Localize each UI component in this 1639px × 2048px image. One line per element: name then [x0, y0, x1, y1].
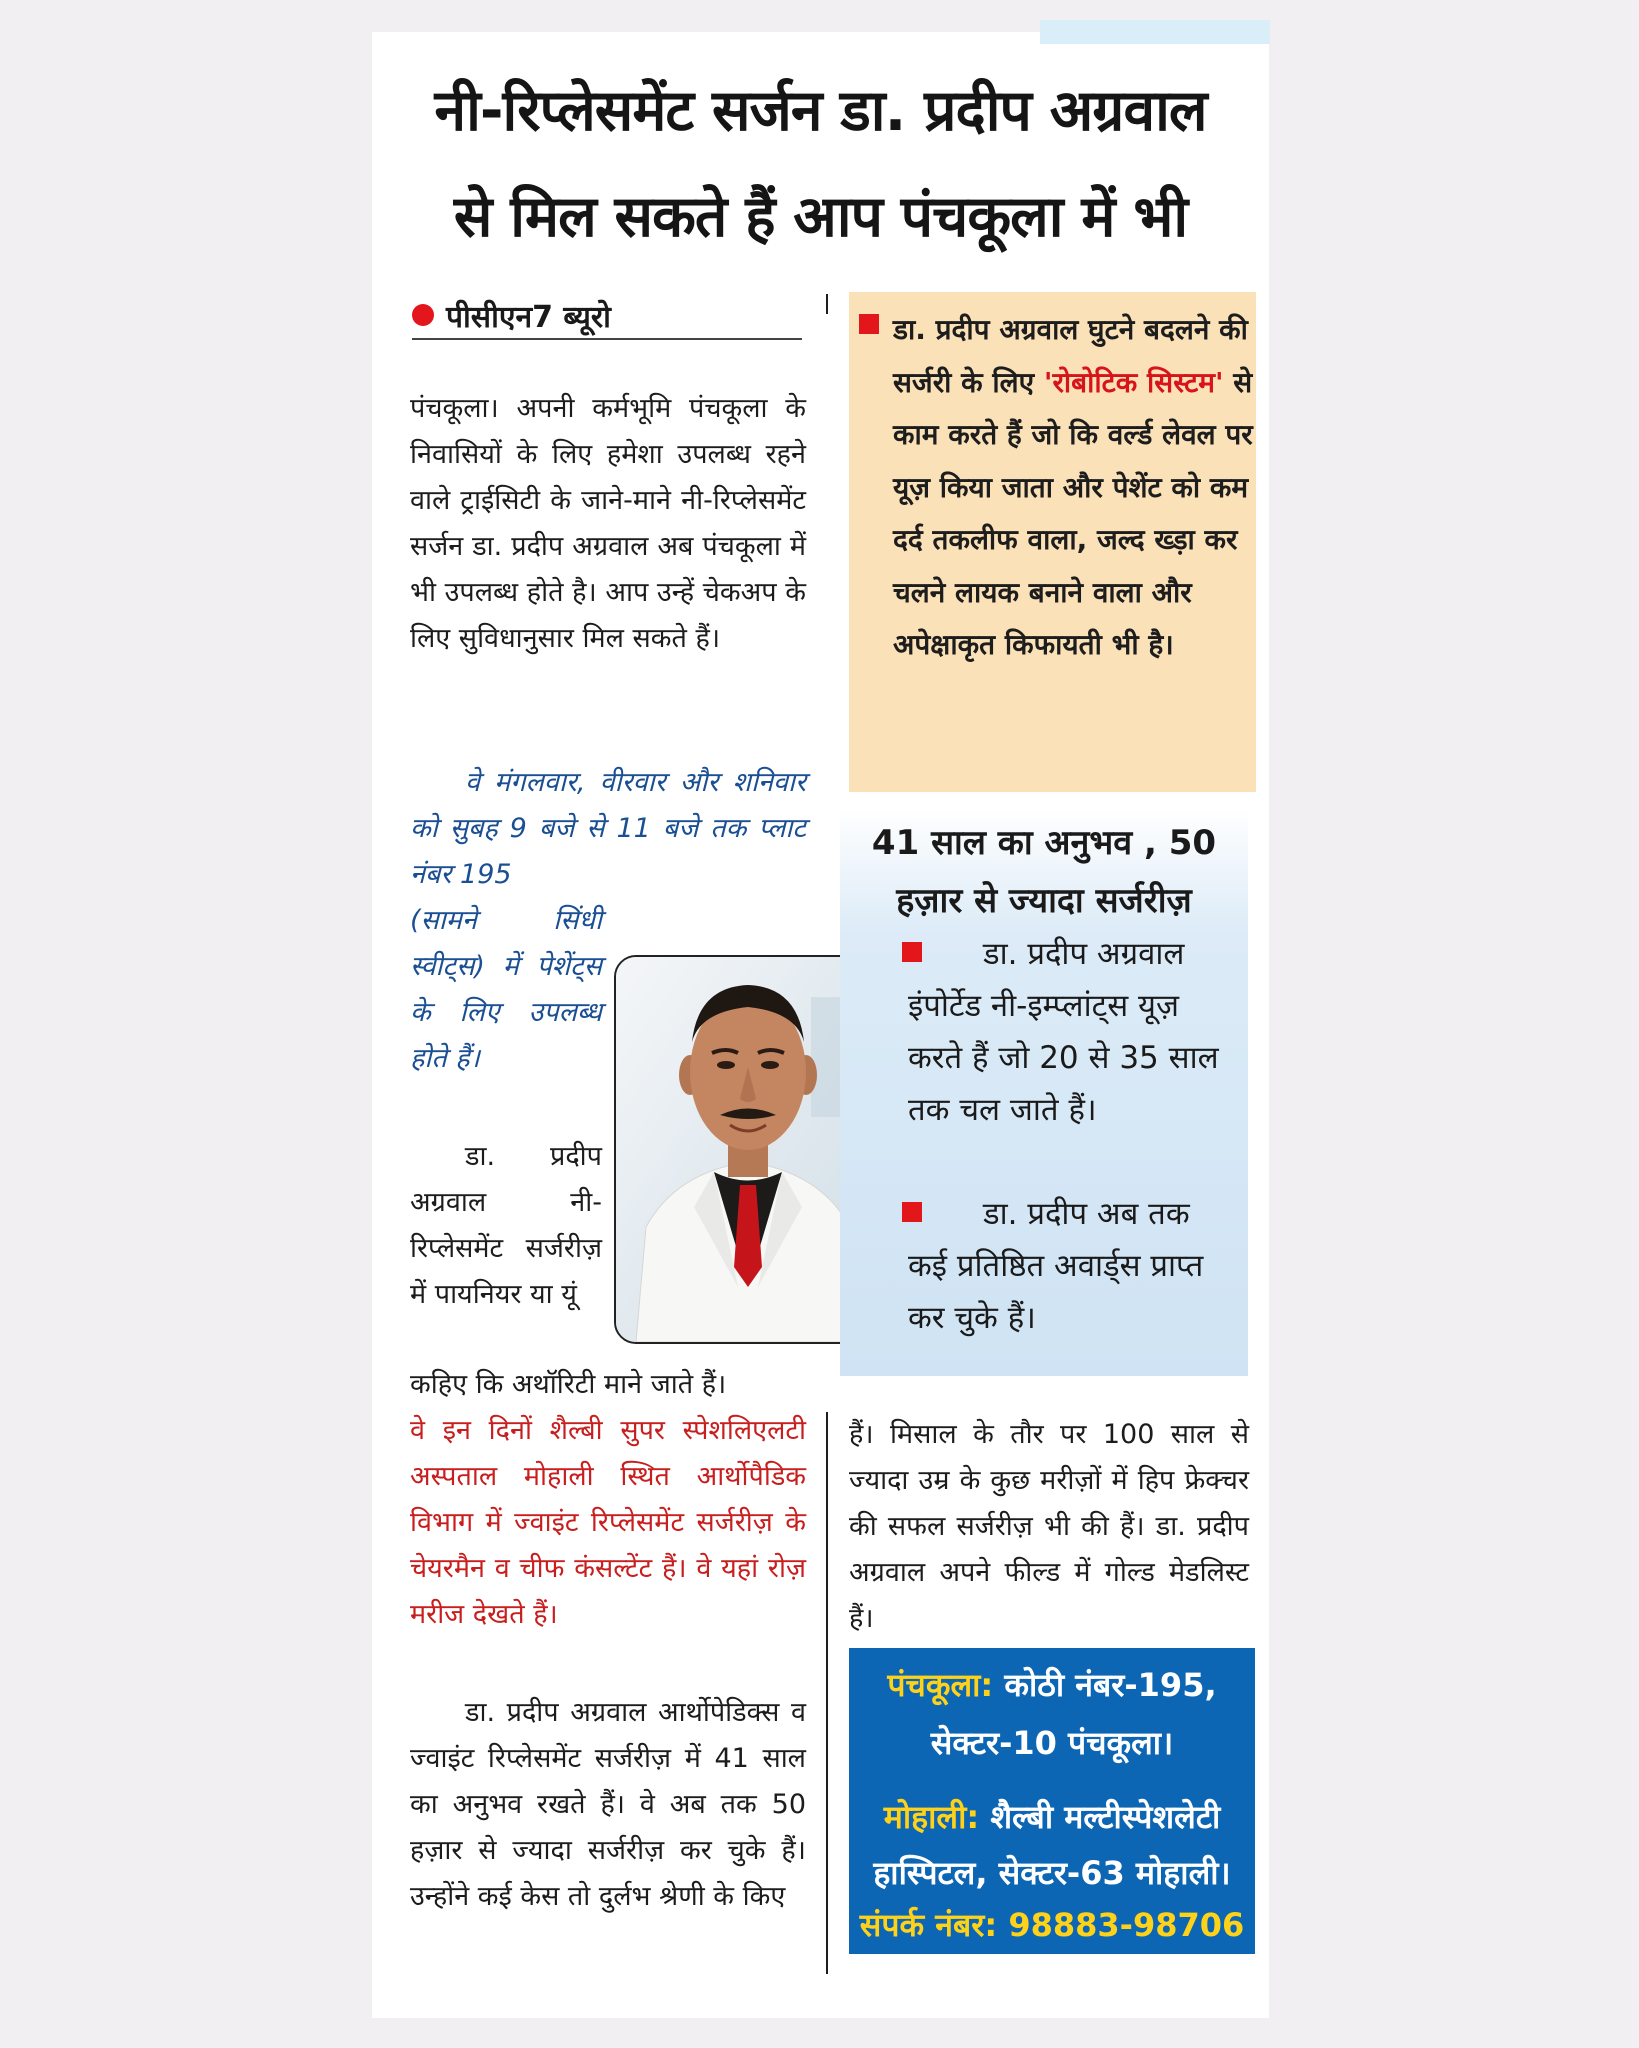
mohali-address-1: शैल्बी मल्टीस्पेशलेटी [990, 1798, 1221, 1836]
mohali-label: मोहाली: [883, 1798, 980, 1836]
panchkula-address-1: कोठी नंबर-195, [1004, 1666, 1217, 1704]
experience-title-line-1: 41 साल का अनुभव , 50 [871, 823, 1217, 863]
column-divider-bottom [826, 1412, 828, 1974]
paragraph-experience: डा. प्रदीप अग्रवाल आर्थोपेडिक्स व ज्वाइंट रिप्लेसमेंट सर्जरीज़ में 41 साल का अनुभव रखते हैं। वे अब तक 50 हज़ार से ज्यादा सर्जरीज़ कर चुके हैं। उन्होंने कई केस तो दुर्लभ श्रेणी के किए [410, 1697, 806, 1912]
experience-item-awards: डा. प्रदीप अब तक कई प्रतिष्ठित अवार्ड्स प्राप्त कर चुके हैं। [908, 1196, 1204, 1336]
paragraph-timings-cont: (सामने सिंधी स्वीट्स) में पेशेंट्स के लिए उपलब्ध होते हैं। [410, 905, 602, 1074]
panchkula-label: पंचकूला: [887, 1666, 994, 1704]
mohali-address-line-1 [849, 1792, 1255, 1842]
top-color-strip [1040, 20, 1270, 44]
paragraph-pioneer-cont: कहिए कि अथॉरिटी माने जाते हैं। [410, 1369, 727, 1400]
paragraph-timings: वे मंगलवार, वीरवार और शनिवार को सुबह 9 बजे से 11 बजे तक प्लाट नंबर 195 [410, 767, 806, 890]
robotic-highlight: 'रोबोटिक सिस्टम' [1043, 365, 1224, 399]
bullet-dot-icon [412, 304, 434, 326]
phone-label: संपर्क नंबर: [859, 1906, 998, 1944]
headline-line-2: से मिल सकते हैं आप पंचकूला में भी [453, 184, 1188, 250]
experience-title-line-2: हज़ार से ज्यादा सर्जरीज़ [896, 881, 1192, 921]
headline-line-1: नी-रिप्लेसमेंट सर्जन डा. प्रदीप अग्रवाल [434, 78, 1207, 144]
phone-number[interactable]: 98883-98706 [1008, 1906, 1245, 1944]
mohali-address-line-2: हास्पिटल, सेक्टर-63 मोहाली। [873, 1854, 1231, 1892]
robotic-system-text [893, 304, 1253, 672]
red-square-bullet-icon [859, 314, 879, 334]
headline [372, 58, 1269, 270]
paragraph-pioneer: डा. प्रदीप अग्रवाल नी-रिप्लेसमेंट सर्जरीज़ में पायनियर या यूं [410, 1141, 602, 1310]
contact-number-line [849, 1900, 1255, 1950]
robotic-text-after: से काम करते हैं जो कि वर्ल्ड लेवल पर यूज़ किया जाता और पेशेंट को कम दर्द तकलीफ वाला, जल्द ख्ड़ा कर चलने लायक बनाने वाला और अपेक्षाकृत किफायती भी है। [893, 365, 1253, 661]
panchkula-address-line-2: सेक्टर-10 पंचकूला। [930, 1724, 1174, 1762]
column-divider-top [826, 294, 828, 314]
byline [412, 292, 802, 340]
paragraph-hip-fracture: हैं। मिसाल के तौर पर 100 साल से ज्यादा उम्र के कुछ मरीज़ों में हिप फ्रेक्चर की सफल सर्जरीज़ भी की हैं। डा. प्रदीप अग्रवाल अपने फील्ड में गोल्ड मेडलिस्ट हैं। [849, 1419, 1249, 1634]
robotic-text-before: डा. प्रदीप अग्रवाल घुटने बदलने की सर्जरी के लिए [893, 313, 1248, 399]
byline-text: पीसीएन7 ब्यूरो [446, 299, 611, 335]
experience-title [840, 814, 1248, 930]
paragraph-shelby: वे इन दिनों शैल्बी सुपर स्पेशलिएलटी अस्पताल मोहाली स्थित आर्थोपैडिक विभाग में ज्वाइंट रिप्लेसमेंट सर्जरीज़ के चेयरमैन व चीफ कंसल्टेंट हैं। वे यहां रोज़ मरीज देखते हैं। [410, 1415, 806, 1630]
paragraph-intro: पंचकूला। अपनी कर्मभूमि पंचकूला के निवासियों के लिए हमेशा उपलब्ध रहने वाले ट्राईसिटी के जाने-माने नी-रिप्लेसमेंट सर्जन डा. प्रदीप अग्रवाल अब पंचकूला में भी उपलब्ध होते है। आप उन्हें चेकअप के लिए सुविधानुसार मिल सकते हैं। [410, 393, 806, 654]
panchkula-address-line-1 [849, 1660, 1255, 1710]
experience-item-implants: डा. प्रदीप अग्रवाल इंपोर्टेड नी-इम्प्लांट्स यूज़ करते हैं जो 20 से 35 साल तक चल जाते हैं। [908, 936, 1219, 1128]
